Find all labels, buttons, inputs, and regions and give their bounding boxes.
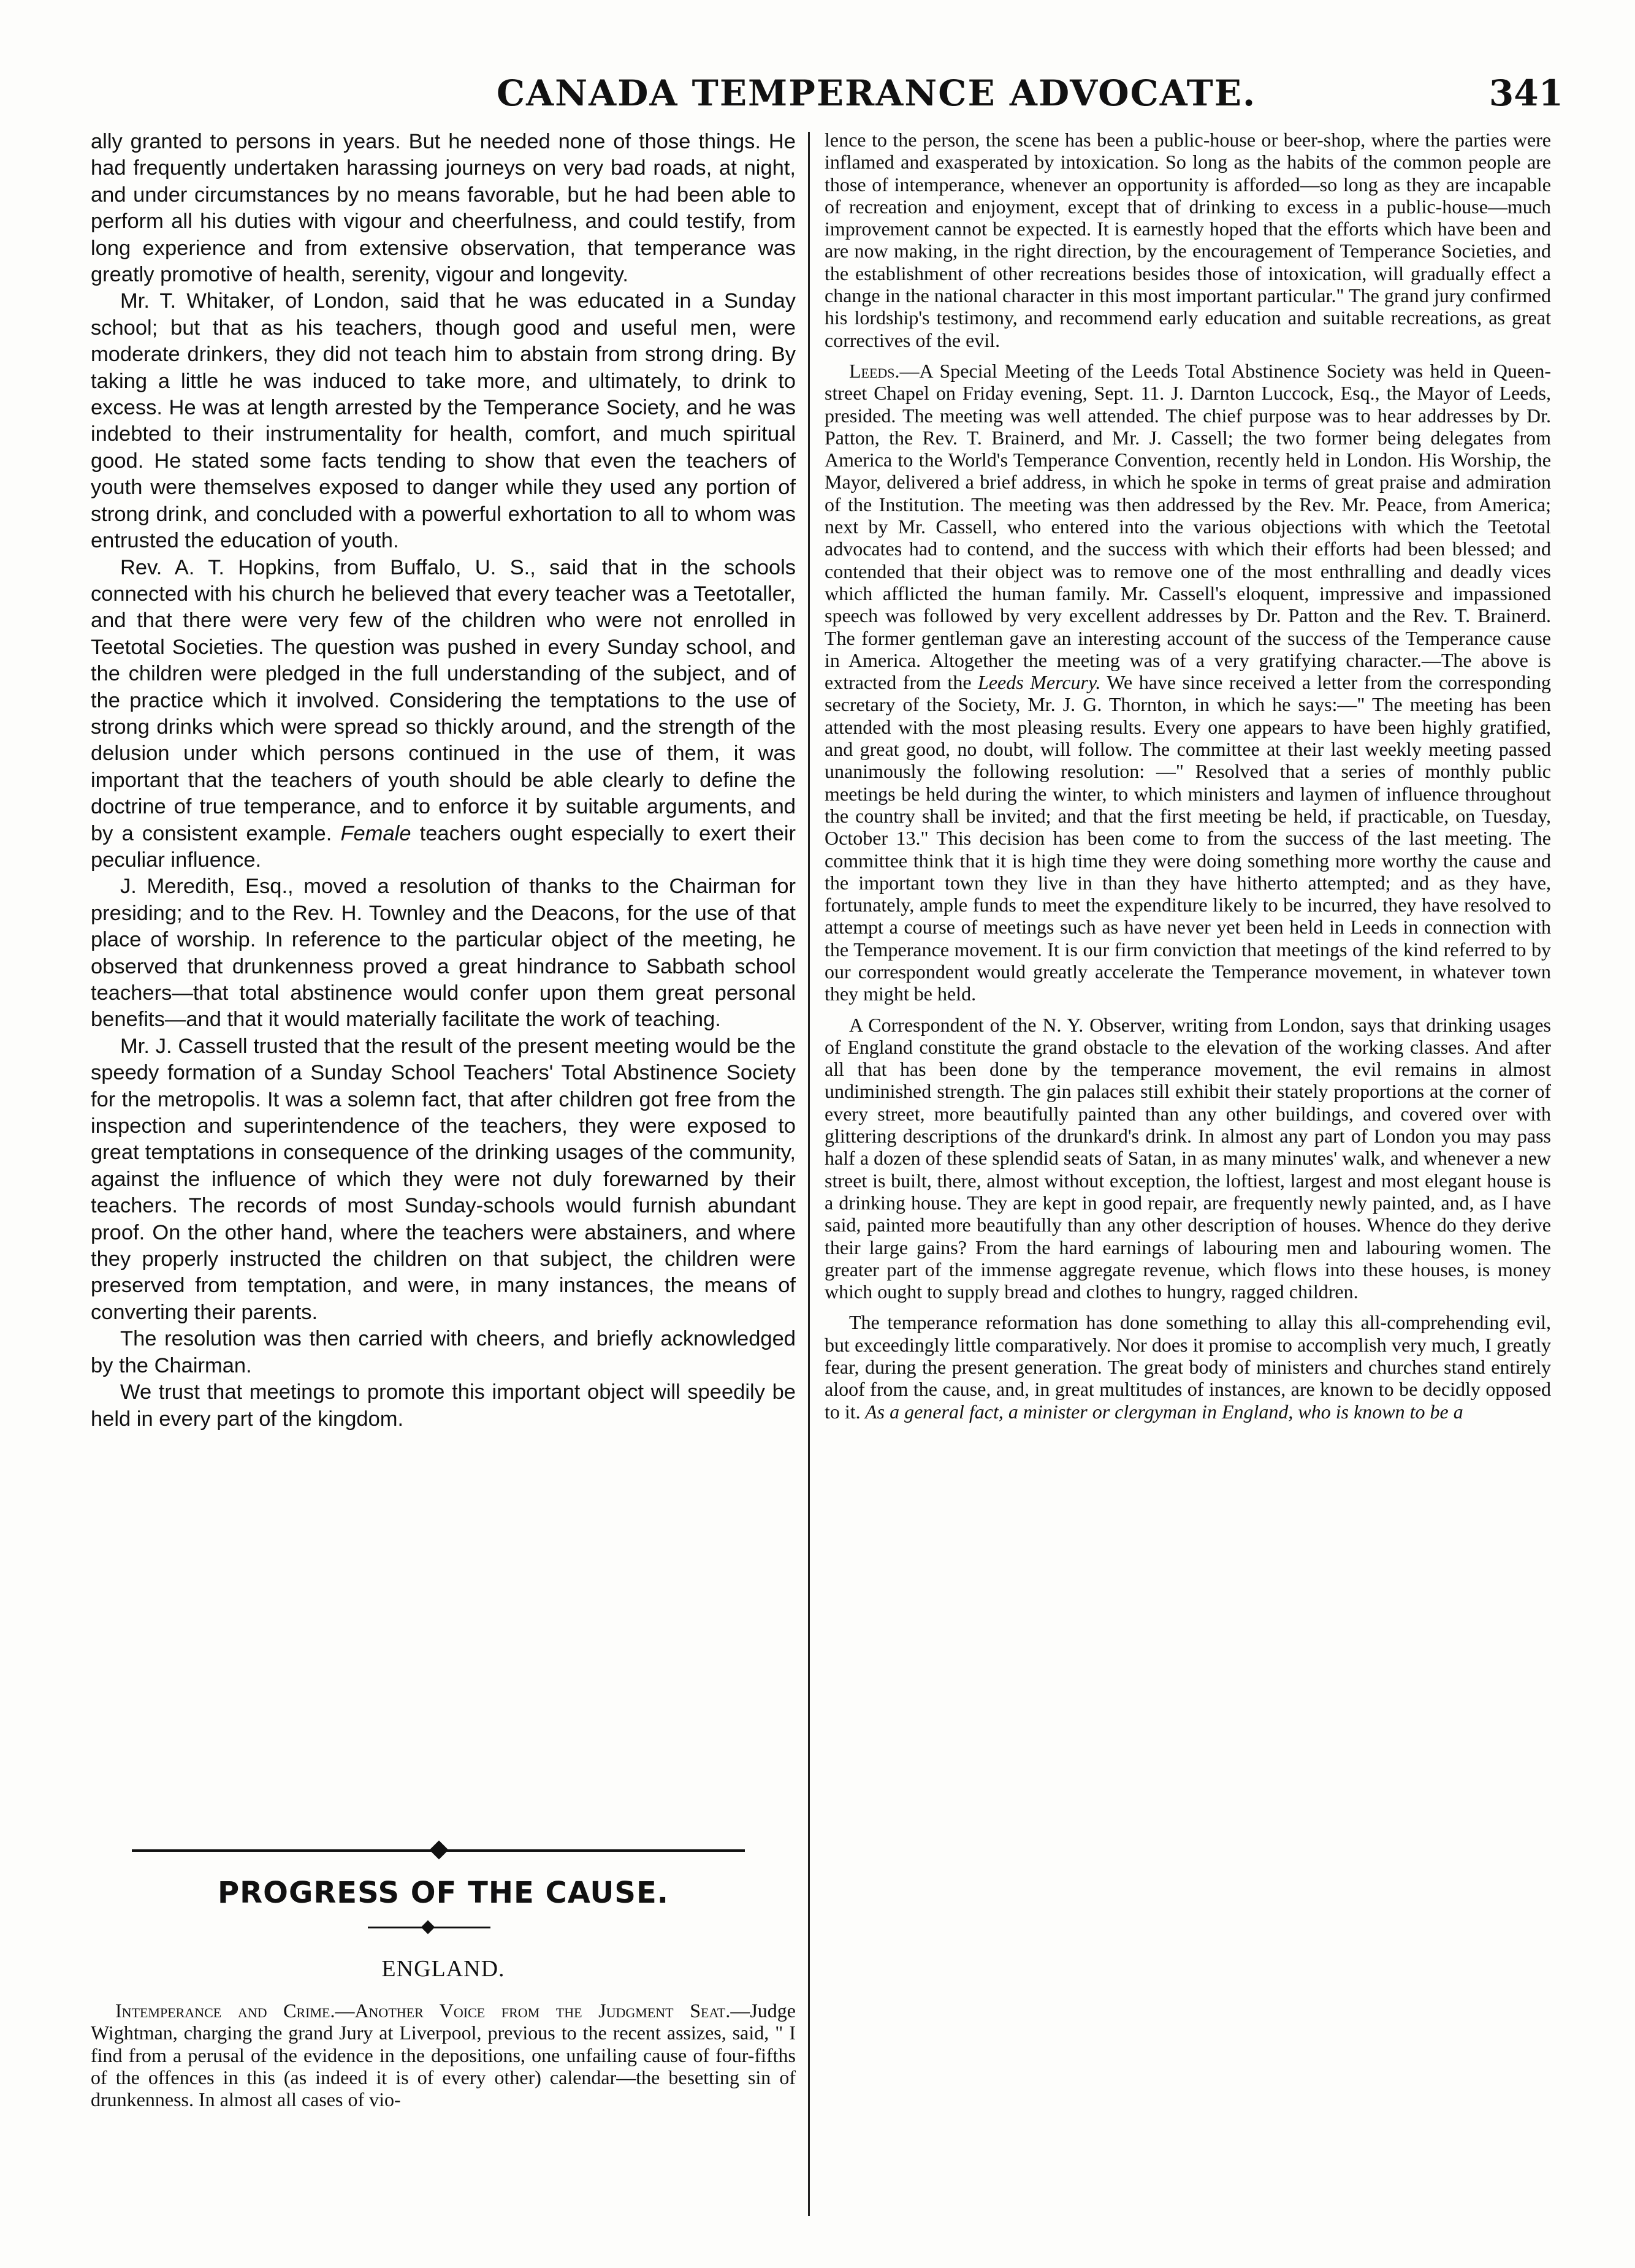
right-paragraph-4	[825, 1311, 1551, 1422]
subheading-england: ENGLAND.	[381, 1956, 505, 1982]
bottom-article-paragraph	[91, 2000, 796, 2110]
left-paragraph-1: ally granted to persons in years. But he needed none of those things. He had frequently undertaken harassing journeys on very bad roads, at night, and under circumstances by no means favorable, but he had been able to perform all his duties with vigour and cheerfulness, and could testify, from long experience and from extensive observation, that temperance was greatly promotive of health, serenity, vigour and longevity.	[91, 130, 796, 287]
publication-title: CANADA TEMPERANCE ADVOCATE.	[497, 72, 1257, 114]
small-divider-ornament	[368, 1922, 490, 1934]
right-paragraph-2-emphasis: Leeds Mercury.	[978, 671, 1101, 694]
right-paragraph-1: lence to the person, the scene has been a public-house or beer-shop, where the parties were inflamed and exasperated by intoxication. So long as the habits of the common people are those of intemperance, whenever an opportunity is afforded—so long as they are incapable of recreation and enjoyment, except that of drinking to excess in a public-house—much improvement cannot be expected. It is earnestly hoped that the efforts which have been and are now making, in the right direction, by the encouragement of Temperance Societies, and the establishment of other recreations besides those of intoxication, will gradually effect a change in the national character in this most important particular." The grand jury confirmed his lordship's testimony, and recommend early education and suitable recreations, as great correctives of the evil.	[825, 129, 1551, 351]
left-paragraph-4: J. Meredith, Esq., moved a resolution of thanks to the Chairman for presiding; and to the Rev. H. Townley and the Deacons, for the use of that place of worship. In reference to the particular object of the meeting, he observed that drunkenness proved a great hindrance to Sabbath school teachers—that total abstinence would confer upon them great personal benefits—and that it would materially facilitate the work of teaching.	[91, 875, 796, 1032]
left-bottom-article	[91, 2000, 796, 2110]
left-paragraph-2: Mr. T. Whitaker, of London, said that he was educated in a Sunday school; but that as his teachers, though good and useful men, were moderate drinkers, they did not teach him to abstain from strong dring. By taking a little he was induced to take more, and ultimately, to drink to excess. He was at length arrested by the Temperance Society, and he was indebted to their instrumentality for health, comfort, and much spiritual good. He stated some facts tending to show that even the teachers of youth were themselves exposed to danger while they used any portion of strong drink, and concluded with a powerful exhortation to all to whom was entrusted the education of youth.	[91, 289, 796, 553]
small-divider-diamond	[421, 1920, 435, 1935]
left-paragraph-7: We trust that meetings to promote this important object will speedily be held in every part of the kingdom.	[91, 1380, 796, 1431]
right-paragraph-4-text: The temperance reformation has done something to allay this all-comprehending evil, but exceedingly little comparatively. Nor does it promise to accomplish very much, I greatly fear, during the present generation. The great body of ministers and churches stand entirely aloof from the cause, and, in great multitudes of instances, are known to be decidly opposed to it.	[825, 1311, 1551, 1423]
bottom-article-lead: Intemperance and Crime.—Another Voice from the Judgment Seat.	[115, 2000, 731, 2022]
divider-diamond	[429, 1840, 448, 1859]
left-paragraph-3	[91, 555, 796, 874]
section-heading: PROGRESS OF THE CAUSE.	[218, 1876, 669, 1910]
right-paragraph-2	[825, 360, 1551, 1005]
right-paragraph-2-lead: Leeds.	[849, 359, 900, 382]
column-divider	[808, 132, 810, 2216]
right-paragraph-2-text-b: We have since received a letter from the corresponding secretary of the Society, Mr. J. G. Thornton, in which he says:—" The meeting has been attended with the most pleasing results. Every one appears to have been highly gratified, and great good, no doubt, will follow. The committee at their last weekly meeting passed unanimously the following resolution: —" Resolved that a series of monthly public meetings be held during the winter, to which ministers and laymen of influence throughout the country shall be invited; and that the first meeting be held, if practicable, on Tuesday, October 13." This decision has been come to from the success of the last meeting. The committee think that it is high time they were doing something more worthy the cause and the important town they live in than they have hitherto attempted; and as they have, fortunately, ample funds to meet the expenditure likely to be incurred, they have resolved to attempt a course of meetings such as have never yet been held in Leeds in connection with the Temperance movement. It is our firm conviction that meetings of the kind referred to by our correspondent would greatly accelerate the Temperance movement, in whatever town they might be held.	[825, 671, 1551, 1005]
page-header	[74, 72, 1563, 121]
left-column	[91, 129, 796, 2268]
right-paragraph-4-emphasis: As a general fact, a minister or clergyman in England, who is known to be a	[860, 1400, 1463, 1423]
page-number: 341	[1488, 72, 1563, 114]
right-paragraph-2-text-a: —A Special Meeting of the Leeds Total Abstinence Society was held in Queen-street Chapel on Friday evening, Sept. 11. J. Darnton Luccock, Esq., the Mayor of Leeds, presided. The meeting was well attended. The chief purpose was to hear addresses by Dr. Patton, the Rev. T. Brainerd, and Mr. J. Cassell; the two former being delegates from America to the World's Temperance Convention, recently held in London. His Worship, the Mayor, delivered a brief address, in which he spoke in terms of great praise and admiration of the Institution. The meeting was then addressed by the Rev. Mr. Peace, from America; next by Mr. Cassell, who entered into the various objections with which the Teetotal advocates had to contend, and the success with which their efforts had been blessed; and contended that their object was to remove one of the most enthralling and deadly vices which afflicted the human family. Mr. Cassell's eloquent, impressive and impassioned speech was followed by very excellent addresses by Dr. Patton and the Rev. T. Brainerd. The former gentleman gave an interesting account of the success of the Temperance cause in America. Altogether the meeting was of a very gratifying character.—The above is extracted from the	[825, 359, 1551, 694]
right-column	[825, 129, 1551, 2268]
left-paragraph-3-tail: teachers ought especially to exert their peculiar influence.	[91, 821, 796, 872]
bottom-article-text: —Judge Wightman, charging the grand Jury at Liverpool, previous to the recent assizes, said, " I find from a perusal of the evidence in the depositions, one unfailing cause of four-fifths of the offences in this (as indeed it is of every other) calendar—the besetting sin of drunkenness. In almost all cases of vio-	[91, 2000, 796, 2111]
left-paragraph-6: The resolution was then carried with cheers, and briefly acknowledged by the Chairman.	[91, 1327, 796, 1377]
left-paragraph-5: Mr. J. Cassell trusted that the result of the present meeting would be the speedy formation of a Sunday School Teachers' Total Abstinence Society for the metropolis. It was a solemn fact, that after children got free from the inspection and superintendence of the teachers, they were exposed to great temptations in consequence of the drinking usages of the community, against the influence of which they were not duly forewarned by their teachers. The records of most Sunday-schools would furnish abundant proof. On the other hand, where the teachers were abstainers, and where they properly instructed the children on that subject, the children were preserved from temptation, and were, in many instances, the means of converting their parents.	[91, 1034, 796, 1324]
section-divider-ornament	[132, 1842, 745, 1860]
left-paragraph-3-emphasis: Female	[340, 821, 411, 845]
right-paragraph-3: A Correspondent of the N. Y. Observer, writing from London, says that drinking usages of England constitute the grand obstacle to the elevation of the working classes. And after all that has been done by the temperance movement, the evil remains in almost undiminished strength. The gin palaces still exhibit their stately proportions at the corner of every street, more beautifully painted than any other buildings, and covered over with glittering descriptions of the drunkard's drink. In almost any part of London you may pass half a dozen of these splendid seats of Satan, in as many minutes' walk, and whenever a new street is built, there, almost without exception, the loftiest, largest and most elegant house is a drinking house. They are kept in good repair, are frequently newly painted, and, as I have said, painted more beautifully than any other description of houses. Whence do they derive their large gains? From the hard earnings of labouring men and labouring women. The greater part of the immense aggregate revenue, which flows into these houses, is money which ought to supply bread and clothes to hungry, ragged children.	[825, 1013, 1551, 1303]
left-paragraph-3-text: Rev. A. T. Hopkins, from Buffalo, U. S., said that in the schools connected with his church he believed that every teacher was a Teetotaller, and that there were very few of the children who were not enrolled in Teetotal Societies. The question was pushed in every Sunday school, and the children were pledged in the full understanding of the subject, and of the practice which it involved. Considering the temptations to the use of strong drinks which were spread so thickly around, and the strength of the delusion under which persons continued in the use of them, it was important that the teachers of youth should be able clearly to define the doctrine of true temperance, and to enforce it by suitable arguments, and by a consistent example.	[91, 555, 796, 845]
